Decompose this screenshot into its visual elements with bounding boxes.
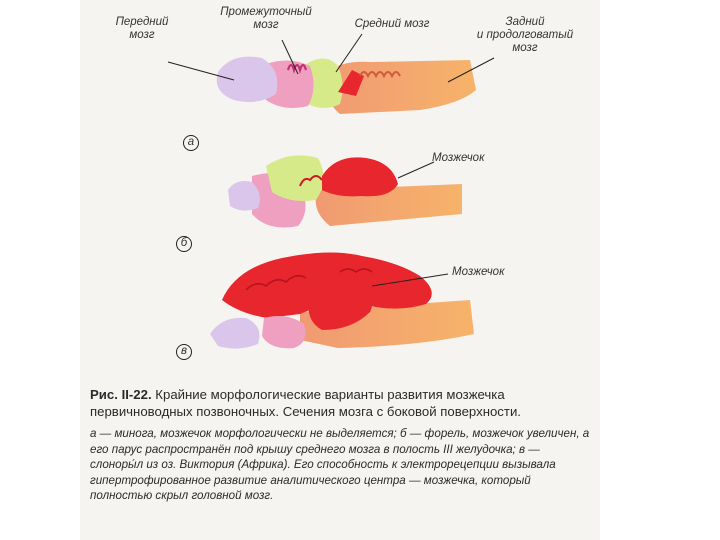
figure-caption-body: а — минога, мозжечок морфологически не выделяется; б — форель, мозжечок увеличен, а его парус распространён под крышу среднего мозга в полость III желудочка; в — слоноры́л из оз. Виктория (Африка). Его способность к электрорецепции вызывала гипертрофированное развитие аналитического центра — мозжечка, который полностью скрыл головной мозг. (90, 427, 590, 503)
diencephalon-c (262, 316, 306, 348)
brain-lamprey (168, 34, 494, 151)
brain-elephantnose (177, 252, 475, 359)
label-forebrain: Передний мозг (115, 16, 169, 41)
cerebellum-b (322, 157, 398, 196)
forebrain-c (210, 318, 260, 349)
brain-trout (177, 155, 463, 251)
panel-label-b: б (180, 237, 188, 249)
figure-title: Крайние морфологические варианты развития мозжечка первичноводных позвоночных. Сечения мозга с боковой поверхности. (90, 387, 521, 419)
panel-label-a: а (187, 136, 195, 148)
label-cerebellum-c: Мозжечок (452, 266, 505, 278)
figure-number: Рис. II-22. (90, 387, 152, 402)
panel-label-c: в (180, 345, 187, 357)
label-midbrain: Средний мозг (354, 18, 430, 30)
label-diencephalon: Промежуточный мозг (220, 6, 312, 31)
label-hindbrain: Задний и продолговатый мозг (476, 16, 574, 54)
forebrain-a (217, 57, 278, 102)
figure-caption-title (90, 386, 596, 420)
label-cerebellum-b: Мозжечок (432, 152, 485, 164)
